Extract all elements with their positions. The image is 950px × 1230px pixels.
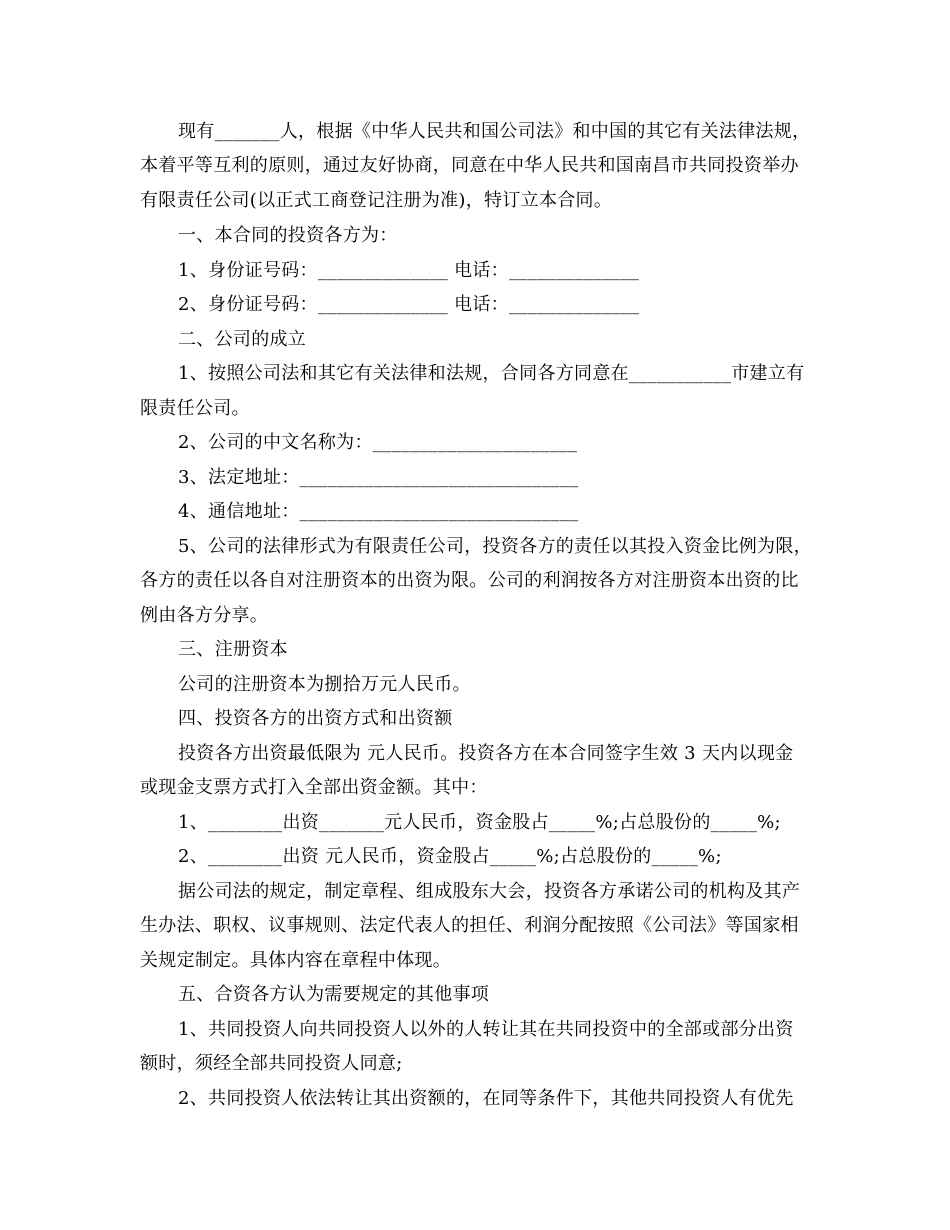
section-heading: 四、投资各方的出资方式和出资额: [178, 708, 453, 729]
paragraph-line: 现有_______人，根据《中华人民共和国公司法》和中国的其它有关法律法规，: [178, 121, 811, 142]
mailing-address-line: 4、通信地址：______________________________: [178, 501, 579, 522]
investor-line: 2、身份证号码：______________ 电话：______________: [178, 294, 640, 315]
contribution-line: 2、________出资 元人民币，资金股占_____%;占总股份的_____%;: [178, 846, 722, 867]
paragraph-line: 1、按照公司法和其它有关法律和法规，合同各方同意在___________市建立有: [178, 363, 805, 384]
paragraph-line: 或现金支票方式打入全部出资金额。其中：: [140, 777, 488, 798]
legal-address-line: 3、法定地址：______________________________: [178, 467, 579, 488]
paragraph-line: 本着平等互利的原则，通过友好协商，同意在中华人民共和国南昌市共同投资举办: [140, 155, 799, 176]
company-name-line: 2、公司的中文名称为：______________________: [178, 432, 578, 453]
paragraph-line: 2、共同投资人依法转让其出资额的，在同等条件下，其他共同投资人有优先: [178, 1088, 794, 1109]
section-heading: 一、本合同的投资各方为：: [178, 225, 398, 246]
paragraph-line: 生办法、职权、议事规则、法定代表人的担任、利润分配按照《公司法》等国家相: [140, 915, 799, 936]
section-heading: 二、公司的成立: [178, 329, 307, 350]
paragraph-line: 1、共同投资人向共同投资人以外的人转让其在共同投资中的全部或部分出资: [178, 1019, 794, 1040]
paragraph-line: 有限责任公司(以正式工商登记注册为准)，特订立本合同。: [140, 190, 613, 211]
paragraph-line: 投资各方出资最低限为 元人民币。投资各方在本合同签字生效 3 天内以现金: [178, 743, 794, 764]
section-heading: 五、合资各方认为需要规定的其他事项: [178, 984, 490, 1005]
paragraph-line: 公司的注册资本为捌拾万元人民币。: [178, 674, 471, 695]
paragraph-line: 各方的责任以各自对注册资本的出资为限。公司的利润按各方对注册资本出资的比: [140, 570, 799, 591]
contribution-line: 1、________出资_______元人民币，资金股占_____%;占总股份的_____%;: [178, 812, 781, 833]
section-heading: 三、注册资本: [178, 639, 288, 660]
paragraph-line: 限责任公司。: [140, 398, 250, 419]
paragraph-line: 据公司法的规定，制定章程、组成股东大会，投资各方承诺公司的机构及其产: [178, 881, 801, 902]
paragraph-line: 5、公司的法律形式为有限责任公司，投资各方的责任以其投入资金比例为限，: [178, 536, 812, 557]
paragraph-line: 关规定制定。具体内容在章程中体现。: [140, 950, 452, 971]
paragraph-line: 额时，须经全部共同投资人同意;: [140, 1053, 403, 1074]
paragraph-line: 例由各方分享。: [140, 605, 269, 626]
investor-line: 1、身份证号码：______________ 电话：______________: [178, 260, 640, 281]
